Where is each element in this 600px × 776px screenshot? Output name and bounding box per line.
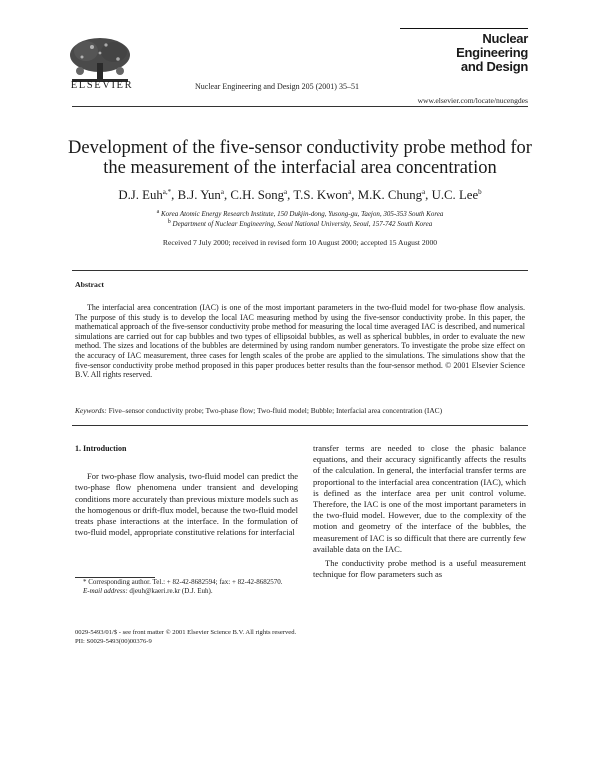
publisher-name: ELSEVIER (70, 80, 134, 91)
author-name: T.S. Kwon (293, 188, 349, 202)
author-name: U.C. Lee (431, 188, 479, 202)
affiliation-a (60, 209, 540, 218)
author-mark: a (284, 188, 288, 196)
author-list: D.J. Euh$^{a,*}$, B.J. Yun$^a$, C.H. Song$^a$, T.S. Kwon$^a$, M.K. Chung$^a$, U.C. Lee$^b$ (118, 188, 482, 202)
email-line (75, 587, 298, 596)
author-mark: a,* (162, 188, 172, 196)
email-label: E-mail address: (83, 587, 128, 595)
affiliation-b (60, 219, 540, 228)
affiliation-text: Korea Atomic Energy Research Institute, 150 Dukjin-dong, Yusong-gu, Taejon, 305-353 South Korea (161, 210, 444, 218)
section-heading: 1. Introduction (75, 444, 127, 453)
copyright-block (75, 628, 296, 646)
email-address[interactable]: djeuh@kaeri.re.kr (D.J. Euh). (129, 587, 213, 595)
author-mark: a (348, 188, 352, 196)
abstract-top-rule (72, 270, 528, 271)
corresponding-author: * Corresponding author. Tel.: + 82-42-8682594; fax: + 82-42-8682570. (83, 578, 283, 586)
received-dates: Received 7 July 2000; received in revised form 10 August 2000; accepted 15 August 2000 (162, 238, 438, 247)
author-mark: a (220, 188, 224, 196)
journal-brand (408, 32, 528, 74)
keywords (75, 406, 525, 415)
footnote (75, 578, 298, 596)
author-name: B.J. Yun (177, 188, 221, 202)
keywords-list: Five–sensor conductivity probe; Two-phase flow; Two-fluid model; Bubble; Interfacial area concentration (IAC) (108, 406, 443, 415)
paper-title: Development of the five-sensor conductivity probe method for the measurement of the interfacial area concentration (68, 138, 532, 178)
intro-paragraph-1: For two-phase flow analysis, two-fluid model can predict the two-phase flow phenomena under transient and developing conditions more accurately than previous mixture models such as the homogenous or drift-flux model, because the two-fluid model treats phase interactions at the interface. In the formulation of two-fluid model, appropriate constitutive relations for interfacial (75, 471, 298, 538)
journal-brand-line-3: and Design (460, 59, 528, 74)
abstract-heading: Abstract (75, 280, 105, 289)
journal-citation: Nuclear Engineering and Design 205 (2001) 35–51 (195, 82, 359, 91)
author-name: M.K. Chung (357, 188, 423, 202)
brand-top-rule (400, 28, 528, 29)
journal-brand-line-1: Nuclear (482, 31, 528, 46)
affiliation-text: Department of Nuclear Engineering, Seoul National University, Seoul, 157-742 South Korea (172, 220, 433, 228)
affiliation-mark: a (156, 209, 160, 215)
left-column (75, 443, 298, 538)
keywords-label: Keywords: (75, 406, 107, 415)
right-column (313, 443, 526, 580)
author-name: C.H. Song (230, 188, 285, 202)
copyright-line: 0029-5493/01/$ - see front matter © 2001 Elsevier Science B.V. All rights reserved. (75, 629, 297, 636)
author-mark: a (422, 188, 426, 196)
affiliation-mark: b (167, 219, 171, 225)
journal-brand-line-2: Engineering (456, 45, 528, 60)
pii-line: PII: S0029-5493(00)00376-9 (75, 638, 152, 645)
author-name: D.J. Euh (118, 188, 163, 202)
intro-paragraph-2: transfer terms are needed to close the phasic balance equations, and their accuracy significantly affects the results of the calculation. In general, the interfacial transfer terms are proportional to the interfacial area concentration (IAC), which is defined as the interface area per unit control volume. Therefore, the IAC is one of the most important parameters in the two-fluid model. However, due to the complexity of the motion and geometry of the interface of the bubbles, the measurement of IAC is so difficult that there are currently few available data on the IAC. (313, 443, 526, 554)
intro-paragraph-3: The conductivity probe method is a useful measurement technique for flow parameters such as (313, 558, 526, 580)
abstract-bottom-rule (72, 425, 528, 426)
header-rule (72, 106, 528, 107)
author-mark: b (478, 188, 482, 196)
journal-url[interactable]: www.elsevier.com/locate/nucengdes (417, 96, 528, 105)
abstract-body: The interfacial area concentration (IAC) is one of the most important parameters in the two-fluid model for two-phase flow analysis. The purpose of this study is to develop the local IAC measuring method by using the five-sensor conductivity probe. In this paper, the mathematical approach of the five-sensor conductivity probe method for measuring the local time averaged IAC is described, and numerical simulations are carried out for cap bubbles and two types of ellipsoidal bubbles, as well as spherical bubbles, in order to evaluate the new method. The sizes and locations of the bubbles are determined by using random number generators. To investigate the probe size effect on the accuracy of IAC measurement, three cases for length scales of the probe are applied to the simulations. The simulations show that the five-sensor conductivity probe method proposed in this paper produces better results than the four-sensor method. © 2001 Elsevier Science B.V. All rights reserved. (75, 303, 525, 380)
